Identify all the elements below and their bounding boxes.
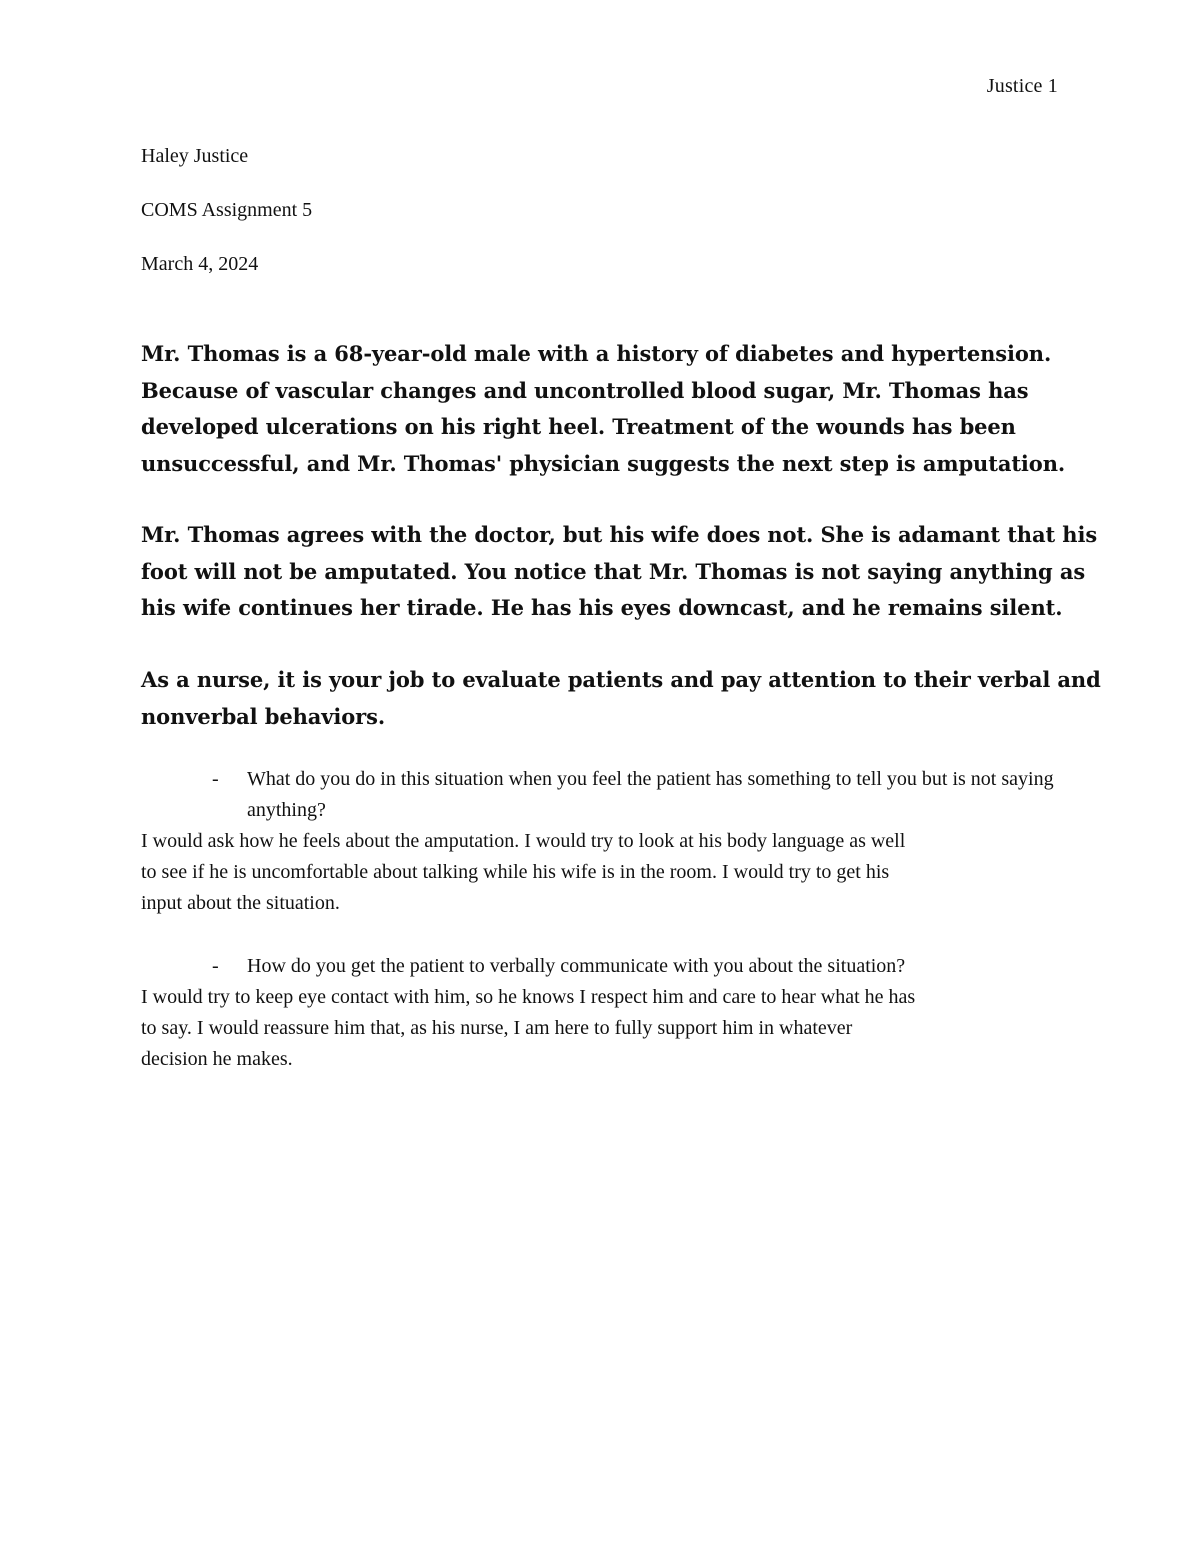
answer-line: I would try to keep eye contact with him, so he knows I respect him and care to hear what he has <box>141 986 916 1008</box>
student-name: Haley Justice <box>141 145 249 167</box>
prompt-line: nonverbal behaviors. <box>141 703 386 729</box>
answer-paragraph-1 <box>141 826 1081 919</box>
document-date: March 4, 2024 <box>141 253 259 275</box>
answer-line: to see if he is uncomfortable about talking while his wife is in the room. I would try to get his <box>141 861 890 883</box>
question-item-2 <box>212 951 1072 982</box>
question-bullet: - <box>212 955 219 977</box>
prompt-line: foot will not be amputated. You notice that Mr. Thomas is not saying anything as <box>141 558 1086 584</box>
prompt-line: unsuccessful, and Mr. Thomas' physician suggests the next step is amputation. <box>141 450 1066 476</box>
answer-line: I would ask how he feels about the amputation. I would try to look at his body language as well <box>141 830 906 852</box>
question-item-1 <box>212 764 1072 826</box>
prompt-paragraph-2 <box>141 517 1098 627</box>
prompt-line: developed ulcerations on his right heel. Treatment of the wounds has been <box>141 414 1016 439</box>
prompt-line: Mr. Thomas agrees with the doctor, but his wife does not. She is adamant that his <box>141 522 1098 547</box>
question-text: What do you do in this situation when you feel the patient has something to tell you but is not saying anything? <box>247 768 1054 821</box>
prompt-line: his wife continues her tirade. He has his eyes downcast, and he remains silent. <box>141 595 1063 620</box>
prompt-line: Because of vascular changes and uncontrolled blood sugar, Mr. Thomas has <box>141 377 1029 403</box>
running-header-page-number: Justice 1 <box>986 75 1058 97</box>
mla-heading <box>141 144 312 306</box>
question-bullet: - <box>212 768 219 790</box>
question-text: How do you get the patient to verbally communicate with you about the situation? <box>247 955 906 977</box>
prompt-paragraph-1 <box>141 336 1066 482</box>
course-assignment: COMS Assignment 5 <box>141 199 313 221</box>
answer-line: to say. I would reassure him that, as his nurse, I am here to fully support him in whatever <box>141 1017 853 1039</box>
answer-line: input about the situation. <box>141 892 340 914</box>
prompt-paragraph-3 <box>141 662 1101 735</box>
prompt-line: As a nurse, it is your job to evaluate patients and pay attention to their verbal and <box>141 667 1101 692</box>
prompt-line: Mr. Thomas is a 68-year-old male with a history of diabetes and hypertension. <box>141 341 1052 366</box>
answer-line: decision he makes. <box>141 1048 293 1070</box>
answer-paragraph-2 <box>141 982 1081 1075</box>
